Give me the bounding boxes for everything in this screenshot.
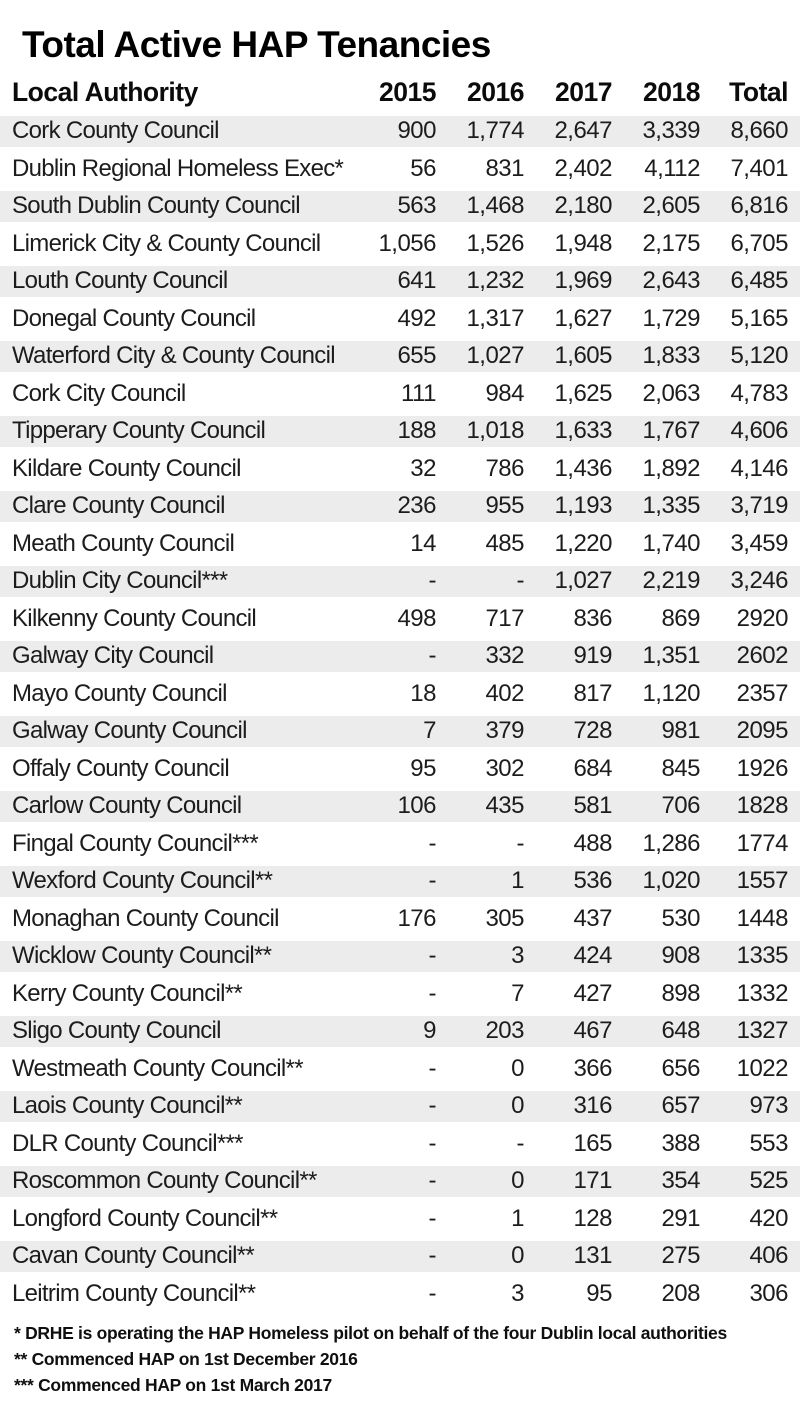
row-value: 165	[573, 1129, 612, 1157]
row-value: 4,146	[730, 454, 788, 482]
row-value: 2357	[736, 679, 788, 707]
table-body	[0, 112, 800, 1312]
row-value: 1,351	[642, 642, 700, 670]
row-value: 3,719	[730, 492, 788, 520]
row-value: 717	[485, 604, 524, 632]
row-value: 208	[661, 1279, 700, 1307]
row-value: 1,729	[642, 304, 700, 332]
row-value: 831	[485, 154, 524, 182]
row-value: 4,783	[730, 379, 788, 407]
row-local-authority: Cork City Council	[12, 379, 186, 407]
row-value: 406	[749, 1242, 788, 1270]
row-value: -	[428, 1129, 436, 1157]
row-local-authority: Kilkenny County Council	[12, 604, 257, 632]
table-row	[0, 487, 800, 525]
row-value: 655	[397, 342, 436, 370]
row-value: 435	[485, 792, 524, 820]
row-value: 32	[410, 454, 436, 482]
row-value: 1,020	[642, 867, 700, 895]
row-value: 2,643	[642, 267, 700, 295]
row-value: -	[428, 567, 436, 595]
row-local-authority: Louth County Council	[12, 267, 228, 295]
row-value: 836	[573, 604, 612, 632]
row-value: 2,063	[642, 379, 700, 407]
row-value: 6,816	[730, 192, 788, 220]
table-row	[0, 300, 800, 338]
row-value: 2,402	[554, 154, 612, 182]
row-local-authority: Offaly County Council	[12, 754, 229, 782]
table-row	[0, 900, 800, 938]
column-header-2015: 2015	[379, 76, 436, 107]
row-value: 1	[511, 1204, 524, 1232]
row-value: 275	[661, 1242, 700, 1270]
row-value: 900	[397, 117, 436, 145]
row-value: 2,605	[642, 192, 700, 220]
row-value: 291	[661, 1204, 700, 1232]
table-row	[0, 1050, 800, 1088]
row-value: -	[428, 1054, 436, 1082]
row-value: 1,892	[642, 454, 700, 482]
row-value: 530	[661, 904, 700, 932]
row-value: 188	[397, 417, 436, 445]
row-value: -	[516, 1129, 524, 1157]
row-value: 984	[485, 379, 524, 407]
row-local-authority: Kerry County Council**	[12, 979, 243, 1007]
table-row	[0, 937, 800, 975]
row-value: 5,120	[730, 342, 788, 370]
table-row	[0, 637, 800, 675]
row-value: 437	[573, 904, 612, 932]
row-value: 1,027	[554, 567, 612, 595]
row-value: 3	[511, 942, 524, 970]
row-local-authority: Meath County Council	[12, 529, 235, 557]
row-value: 56	[410, 154, 436, 182]
row-value: 0	[511, 1242, 524, 1270]
row-local-authority: Mayo County Council	[12, 679, 227, 707]
row-value: 3	[511, 1279, 524, 1307]
hap-tenancies-graphic	[0, 22, 800, 1398]
table-row	[0, 975, 800, 1013]
row-local-authority: Longford County Council**	[12, 1204, 278, 1232]
row-value: 1,774	[466, 117, 524, 145]
row-local-authority: Galway City Council	[12, 642, 214, 670]
table-row	[0, 375, 800, 413]
row-local-authority: Carlow County Council	[12, 792, 242, 820]
row-value: 3,246	[730, 567, 788, 595]
column-header-2016: 2016	[467, 76, 524, 107]
row-local-authority: Clare County Council	[12, 492, 225, 520]
row-local-authority: Dublin Regional Homeless Exec*	[12, 154, 344, 182]
row-value: -	[428, 1279, 436, 1307]
table-row	[0, 337, 800, 375]
row-local-authority: Dublin City Council***	[12, 567, 228, 595]
table-row	[0, 675, 800, 713]
row-local-authority: Wexford County Council**	[12, 867, 273, 895]
row-value: 1,018	[466, 417, 524, 445]
row-value: 1022	[736, 1054, 788, 1082]
table-row	[0, 1237, 800, 1275]
row-local-authority: Cavan County Council**	[12, 1242, 255, 1270]
row-value: 1,027	[466, 342, 524, 370]
row-value: 553	[749, 1129, 788, 1157]
row-value: 1774	[736, 829, 788, 857]
row-local-authority: Tipperary County Council	[12, 417, 266, 445]
row-value: 498	[397, 604, 436, 632]
row-value: 1327	[736, 1017, 788, 1045]
row-value: 485	[485, 529, 524, 557]
row-value: 2,180	[554, 192, 612, 220]
row-value: 3,459	[730, 529, 788, 557]
table-row	[0, 1275, 800, 1313]
row-value: 14	[410, 529, 436, 557]
table-row	[0, 712, 800, 750]
row-value: 128	[573, 1204, 612, 1232]
row-local-authority: Laois County Council**	[12, 1092, 243, 1120]
row-value: 1,969	[554, 267, 612, 295]
row-value: 4,606	[730, 417, 788, 445]
row-value: 379	[485, 717, 524, 745]
row-value: 492	[397, 304, 436, 332]
footnotes	[14, 1320, 800, 1398]
row-value: 305	[485, 904, 524, 932]
row-value: 1,767	[642, 417, 700, 445]
row-value: 641	[397, 267, 436, 295]
row-value: 7	[423, 717, 436, 745]
row-value: 236	[397, 492, 436, 520]
row-value: 8,660	[730, 117, 788, 145]
table-row	[0, 150, 800, 188]
row-value: -	[428, 829, 436, 857]
footnote-drhe: * DRHE is operating the HAP Homeless pilot on behalf of the four Dublin local authorities	[14, 1323, 727, 1343]
row-value: 1,286	[642, 829, 700, 857]
row-value: -	[428, 1167, 436, 1195]
row-value: 525	[749, 1167, 788, 1195]
row-value: 869	[661, 604, 700, 632]
row-value: 6,705	[730, 229, 788, 257]
table-row	[0, 1087, 800, 1125]
row-value: 973	[749, 1092, 788, 1120]
footnote-dec-2016: ** Commenced HAP on 1st December 2016	[14, 1349, 358, 1369]
row-value: 3,339	[642, 117, 700, 145]
row-value: 1,436	[554, 454, 612, 482]
row-value: 898	[661, 979, 700, 1007]
row-local-authority: Galway County Council	[12, 717, 247, 745]
table-row	[0, 787, 800, 825]
row-value: 4,112	[644, 154, 700, 182]
row-value: 1926	[736, 754, 788, 782]
row-value: 427	[573, 979, 612, 1007]
row-value: 0	[511, 1054, 524, 1082]
row-local-authority: Monaghan County Council	[12, 904, 279, 932]
row-value: 1,335	[642, 492, 700, 520]
row-value: 402	[485, 679, 524, 707]
row-value: 1,740	[642, 529, 700, 557]
row-value: -	[428, 1242, 436, 1270]
row-value: 18	[410, 679, 436, 707]
row-value: 648	[661, 1017, 700, 1045]
row-value: 536	[573, 867, 612, 895]
row-value: 1,833	[642, 342, 700, 370]
hap-table	[0, 72, 800, 1312]
row-value: -	[428, 867, 436, 895]
row-value: 332	[485, 642, 524, 670]
row-value: 1,056	[378, 229, 436, 257]
row-value: 467	[573, 1017, 612, 1045]
row-value: 316	[573, 1092, 612, 1120]
table-row	[0, 187, 800, 225]
page-title: Total Active HAP Tenancies	[22, 24, 491, 65]
row-value: 0	[511, 1092, 524, 1120]
row-value: 106	[397, 792, 436, 820]
row-local-authority: Wicklow County Council**	[12, 942, 272, 970]
table-header-row	[0, 72, 800, 112]
row-value: 1,120	[642, 679, 700, 707]
row-value: 366	[573, 1054, 612, 1082]
table-row	[0, 1162, 800, 1200]
row-value: 6,485	[730, 267, 788, 295]
table-row	[0, 525, 800, 563]
row-value: 388	[661, 1129, 700, 1157]
row-value: 2,219	[642, 567, 700, 595]
row-value: 1,627	[554, 304, 612, 332]
row-value: 171	[573, 1167, 612, 1195]
table-row	[0, 1125, 800, 1163]
row-value: 981	[661, 717, 700, 745]
table-row	[0, 750, 800, 788]
row-value: 5,165	[730, 304, 788, 332]
row-value: 1828	[736, 792, 788, 820]
row-value: -	[516, 567, 524, 595]
row-value: 2,647	[554, 117, 612, 145]
row-value: 2602	[736, 642, 788, 670]
row-value: 1332	[736, 979, 788, 1007]
row-value: 9	[423, 1017, 436, 1045]
row-value: -	[428, 1092, 436, 1120]
row-local-authority: Kildare County Council	[12, 454, 241, 482]
row-value: 1	[511, 867, 524, 895]
row-value: 1,948	[554, 229, 612, 257]
row-value: 657	[661, 1092, 700, 1120]
row-value: 1,625	[554, 379, 612, 407]
row-value: 1557	[736, 867, 788, 895]
row-value: -	[428, 942, 436, 970]
row-value: 176	[397, 904, 436, 932]
row-value: 684	[573, 754, 612, 782]
row-value: 131	[573, 1242, 612, 1270]
row-value: 424	[573, 942, 612, 970]
table-row	[0, 112, 800, 150]
row-value: 203	[485, 1017, 524, 1045]
column-header-2017: 2017	[555, 76, 612, 107]
row-value: 488	[573, 829, 612, 857]
row-local-authority: Donegal County Council	[12, 304, 256, 332]
table-row	[0, 262, 800, 300]
row-value: 95	[410, 754, 436, 782]
row-local-authority: Cork County Council	[12, 117, 219, 145]
table-row	[0, 225, 800, 263]
row-value: 306	[749, 1279, 788, 1307]
row-value: 1,317	[466, 304, 524, 332]
row-local-authority: Westmeath County Council**	[12, 1054, 303, 1082]
row-local-authority: Waterford City & County Council	[12, 342, 335, 370]
row-value: -	[428, 642, 436, 670]
table-row	[0, 600, 800, 638]
table-row	[0, 562, 800, 600]
row-local-authority: DLR County Council***	[12, 1129, 243, 1157]
table-row	[0, 412, 800, 450]
row-value: 7	[511, 979, 524, 1007]
row-value: 302	[485, 754, 524, 782]
row-value: 845	[661, 754, 700, 782]
row-value: 1,605	[554, 342, 612, 370]
row-value: 7,401	[730, 154, 788, 182]
row-local-authority: Sligo County Council	[12, 1017, 221, 1045]
row-value: 2920	[736, 604, 788, 632]
row-value: 111	[401, 379, 436, 407]
row-value: 728	[573, 717, 612, 745]
row-value: -	[516, 829, 524, 857]
row-value: 2095	[736, 717, 788, 745]
row-local-authority: South Dublin County Council	[12, 192, 300, 220]
table-row	[0, 1200, 800, 1238]
table-row	[0, 825, 800, 863]
footnote-mar-2017: *** Commenced HAP on 1st March 2017	[14, 1375, 332, 1395]
row-value: 95	[586, 1279, 612, 1307]
row-local-authority: Fingal County Council***	[12, 829, 259, 857]
row-value: 1335	[736, 942, 788, 970]
row-value: 1448	[736, 904, 788, 932]
table-row	[0, 1012, 800, 1050]
column-header-total: Total	[729, 76, 788, 107]
column-header-local-authority: Local Authority	[12, 76, 198, 107]
row-value: 786	[485, 454, 524, 482]
row-value: 420	[749, 1204, 788, 1232]
row-value: 563	[397, 192, 436, 220]
table-row	[0, 450, 800, 488]
row-local-authority: Roscommon County Council**	[12, 1167, 317, 1195]
row-value: 955	[485, 492, 524, 520]
row-value: 919	[573, 642, 612, 670]
row-value: 1,193	[554, 492, 612, 520]
row-value: 817	[573, 679, 612, 707]
row-value: 1,633	[554, 417, 612, 445]
row-value: 1,468	[466, 192, 524, 220]
row-value: -	[428, 1204, 436, 1232]
row-value: -	[428, 979, 436, 1007]
row-value: 2,175	[642, 229, 700, 257]
row-value: 1,232	[466, 267, 524, 295]
row-value: 908	[661, 942, 700, 970]
row-value: 1,220	[554, 529, 612, 557]
column-header-2018: 2018	[643, 76, 700, 107]
row-value: 656	[661, 1054, 700, 1082]
row-value: 1,526	[466, 229, 524, 257]
row-local-authority: Leitrim County Council**	[12, 1279, 256, 1307]
table-row	[0, 862, 800, 900]
row-value: 354	[661, 1167, 700, 1195]
row-local-authority: Limerick City & County Council	[12, 229, 321, 257]
row-value: 706	[661, 792, 700, 820]
row-value: 0	[511, 1167, 524, 1195]
row-value: 581	[573, 792, 612, 820]
